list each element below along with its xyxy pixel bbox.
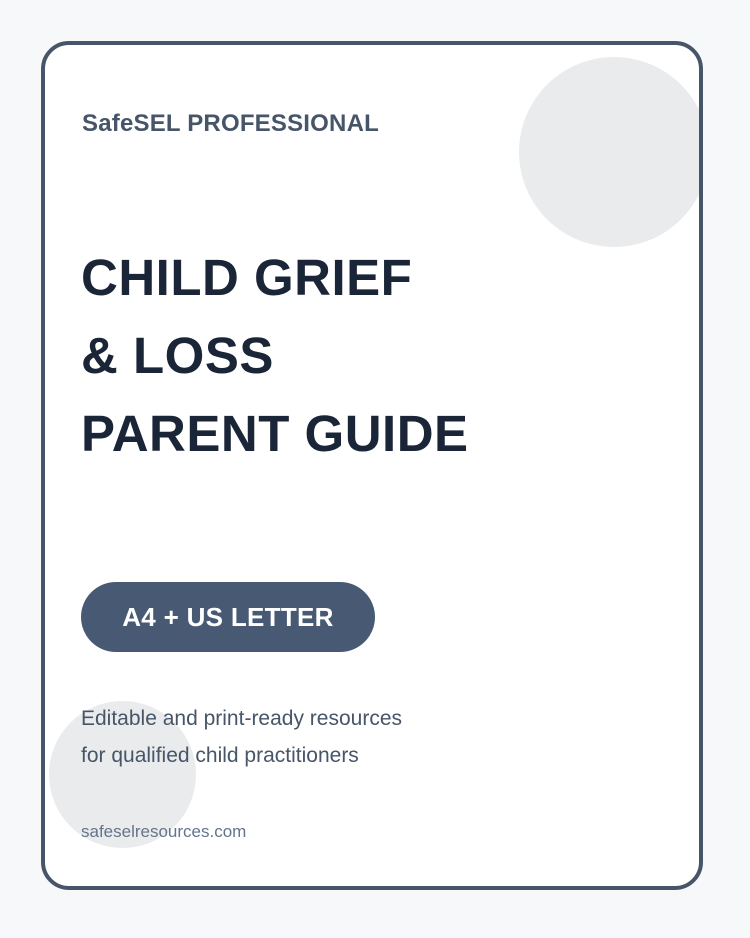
website-url: safeselresources.com (81, 822, 247, 841)
cover-card (41, 41, 703, 890)
format-badge: A4 + US LETTER (81, 582, 375, 652)
description (81, 700, 402, 774)
guide-title (81, 239, 469, 473)
decorative-circle-top (519, 57, 703, 247)
description-line: Editable and print-ready resources (81, 707, 403, 730)
brand-name: SafeSEL PROFESSIONAL (82, 110, 379, 137)
title-line: & LOSS (81, 327, 274, 384)
title-line: PARENT GUIDE (81, 405, 469, 462)
title-line: CHILD GRIEF (81, 249, 413, 306)
description-line: for qualified child practitioners (81, 744, 359, 767)
